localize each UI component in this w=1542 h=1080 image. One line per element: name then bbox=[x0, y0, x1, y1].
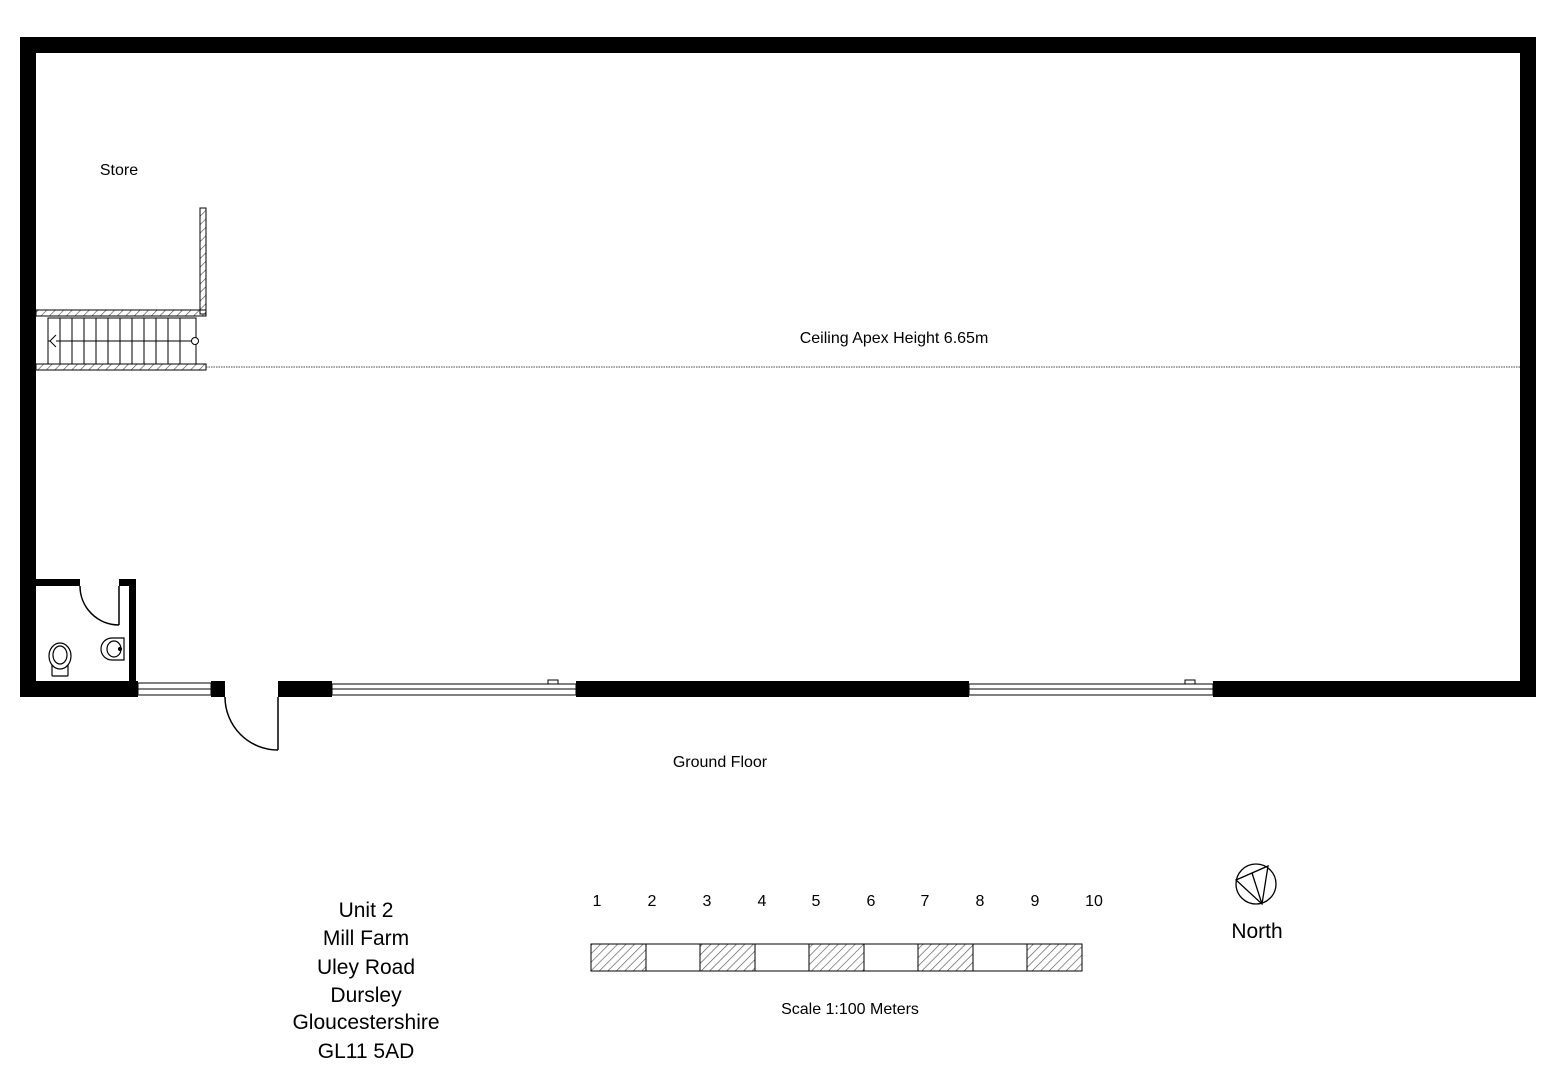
address-line: Dursley bbox=[330, 984, 402, 1007]
address-line: GL11 5AD bbox=[317, 1040, 415, 1063]
toilet-icon bbox=[49, 643, 71, 676]
wc-partition bbox=[36, 579, 136, 681]
window-wc bbox=[138, 683, 211, 695]
address-line: Unit 2 bbox=[338, 899, 394, 922]
scale-caption: Scale 1:100 Meters bbox=[781, 1001, 919, 1018]
scale-segment bbox=[918, 944, 973, 971]
scale-segment bbox=[1027, 944, 1082, 971]
wc-door bbox=[80, 586, 119, 625]
scale-tick-label: 10 bbox=[1085, 893, 1103, 910]
roller-door-right bbox=[969, 680, 1213, 695]
scale-tick-label: 1 bbox=[592, 893, 602, 910]
address-line: Mill Farm bbox=[322, 927, 410, 950]
scale-tick-label: 6 bbox=[866, 893, 876, 910]
scale-segment bbox=[809, 944, 864, 971]
roller-door-left bbox=[332, 680, 576, 695]
scale-tick-label: 7 bbox=[920, 893, 930, 910]
address-line: Uley Road bbox=[316, 956, 416, 979]
floor-title: Ground Floor bbox=[672, 754, 768, 771]
store-label: Store bbox=[99, 162, 139, 179]
scale-segment bbox=[700, 944, 755, 971]
north-arrow-icon bbox=[1236, 864, 1276, 904]
scale-segment bbox=[755, 944, 809, 971]
scale-tick-label: 3 bbox=[702, 893, 712, 910]
scale-tick-label: 5 bbox=[811, 893, 821, 910]
scale-segment bbox=[973, 944, 1027, 971]
scale-bar bbox=[591, 893, 1103, 1018]
scale-tick-label: 8 bbox=[975, 893, 985, 910]
entrance-door bbox=[225, 697, 278, 750]
scale-segment bbox=[864, 944, 918, 971]
scale-tick-label: 2 bbox=[647, 893, 657, 910]
staircase bbox=[48, 318, 199, 364]
north-label: North bbox=[1231, 920, 1283, 943]
washbasin-icon bbox=[101, 638, 124, 660]
ceiling-apex-label: Ceiling Apex Height 6.65m bbox=[799, 330, 989, 347]
scale-segment bbox=[646, 944, 700, 971]
address-line: Gloucestershire bbox=[292, 1011, 440, 1034]
scale-tick-label: 4 bbox=[757, 893, 767, 910]
scale-tick-label: 9 bbox=[1030, 893, 1040, 910]
scale-segment bbox=[591, 944, 646, 971]
address-block bbox=[292, 899, 439, 1063]
